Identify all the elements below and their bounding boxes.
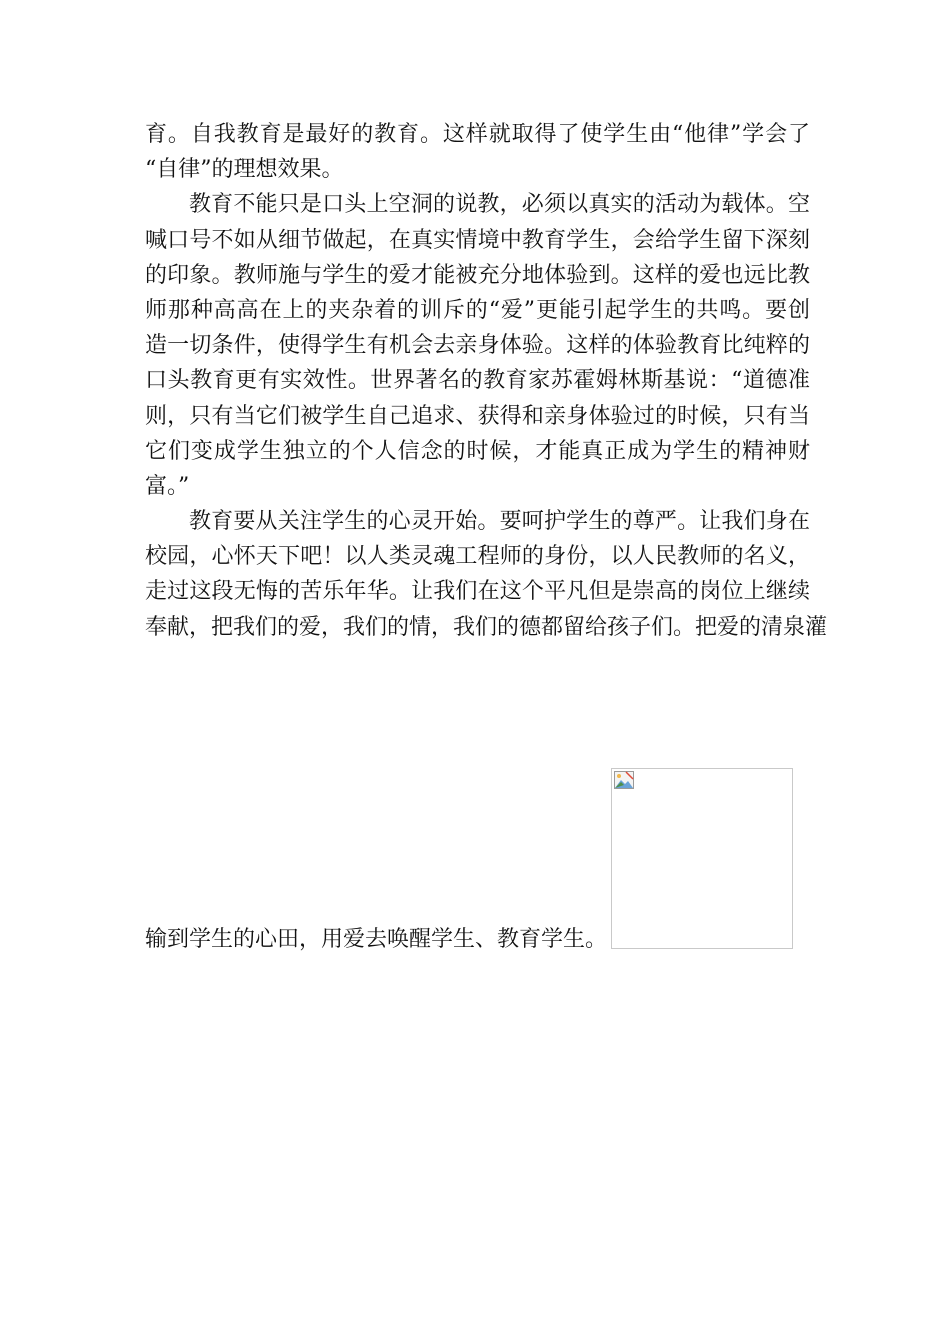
broken-image-icon <box>614 771 634 789</box>
text-line: 口头教育更有实效性。世界著名的教育家苏霍姆林斯基说：“道德准 <box>145 368 810 394</box>
final-text-line: 输到学生的心田，用爱去唤醒学生、教育学生。 <box>145 927 608 952</box>
text-line: “自律”的理想效果。 <box>145 157 344 183</box>
text-line: 富。” <box>145 473 190 499</box>
text-line: 育。自我教育是最好的教育。这样就取得了使学生由“他律”学会了 <box>145 122 810 147</box>
broken-image-placeholder <box>611 768 793 949</box>
text-line: 奉献，把我们的爱，我们的情，我们的德都留给孩子们。把爱的清泉灌 <box>145 614 828 640</box>
text-line: 教育不能只是口头上空洞的说教，必须以真实的活动为载体。空 <box>189 192 810 218</box>
text-line: 则，只有当它们被学生自己追求、获得和亲身体验过的时候，只有当 <box>145 403 810 429</box>
document-body <box>145 117 828 645</box>
text-line: 师那种高高在上的夹杂着的训斥的“爱”更能引起学生的共鸣。要创 <box>145 297 810 323</box>
text-line: 教育要从关注学生的心灵开始。要呵护学生的尊严。让我们身在 <box>189 509 810 535</box>
text-line: 校园，心怀天下吧！以人类灵魂工程师的身份，以人民教师的名义， <box>145 544 810 570</box>
text-line: 的印象。教师施与学生的爱才能被充分地体验到。这样的爱也远比教 <box>145 262 810 288</box>
text-line: 喊口号不如从细节做起，在真实情境中教育学生，会给学生留下深刻 <box>145 227 810 253</box>
text-line: 走过这段无悔的苦乐年华。让我们在这个平凡但是崇高的岗位上继续 <box>145 579 810 605</box>
text-line: 造一切条件，使得学生有机会去亲身体验。这样的体验教育比纯粹的 <box>145 333 810 359</box>
text-line: 它们变成学生独立的个人信念的时候，才能真正成为学生的精神财 <box>145 438 810 464</box>
